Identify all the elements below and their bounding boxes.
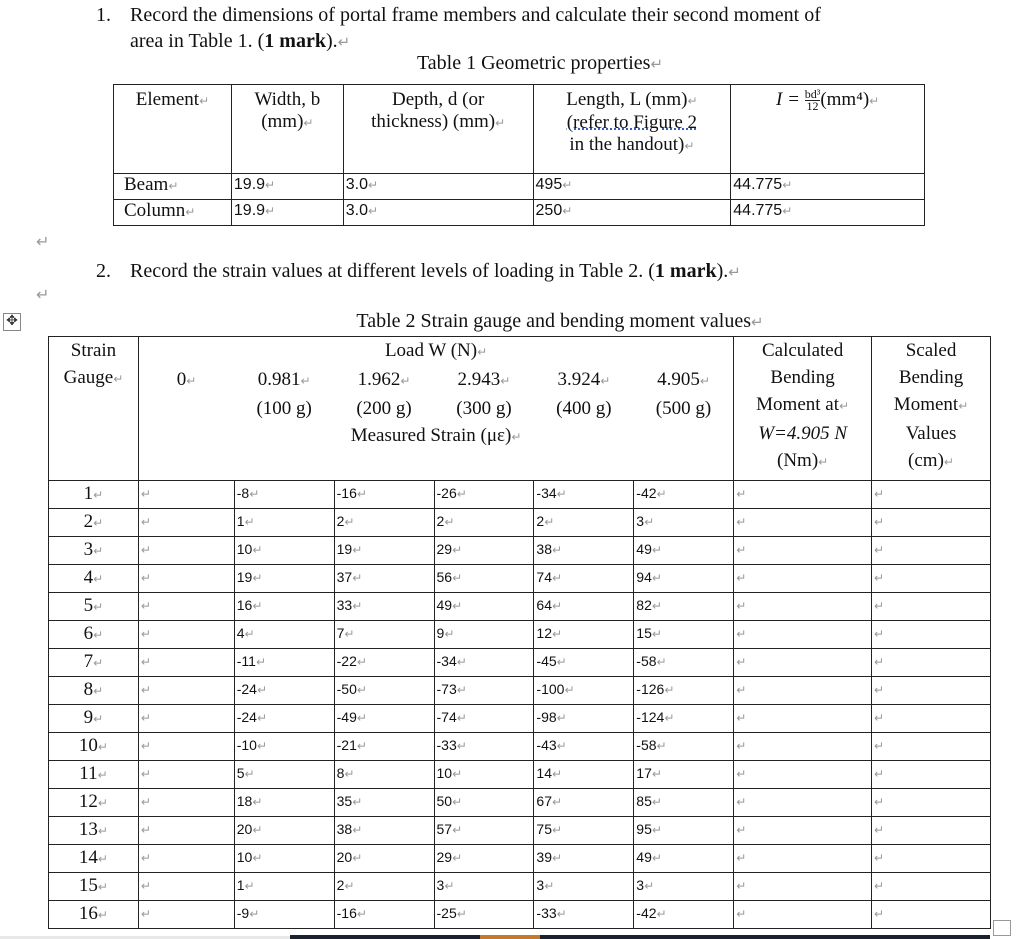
cell-strain: 20↵ bbox=[334, 845, 434, 873]
header-measured-strain: Measured Strain (με)↵ bbox=[138, 422, 733, 481]
cell-strain: 29↵ bbox=[434, 845, 534, 873]
header-width: Width, b (mm)↵ bbox=[231, 85, 343, 174]
cell-inertia: 44.775↵ bbox=[731, 200, 925, 226]
question-1-number: 1. bbox=[96, 4, 111, 26]
table-1-header-row bbox=[114, 85, 925, 174]
header-second-moment: I = $\frac{\text{bd³}}{12}$ (mm⁴)↵ bbox=[731, 85, 925, 174]
cell-scaled-moment[interactable]: ↵ bbox=[872, 873, 991, 901]
paragraph-mark-icon: ↵ bbox=[36, 285, 50, 304]
cell-strain: -98↵ bbox=[534, 705, 634, 733]
header-element: Element↵ bbox=[114, 85, 232, 174]
cell-strain: 10↵ bbox=[434, 761, 534, 789]
table-row bbox=[49, 901, 991, 929]
cell-gauge: 1↵ bbox=[49, 481, 139, 509]
cell-strain: 10↵ bbox=[234, 537, 334, 565]
cell-strain: 38↵ bbox=[534, 537, 634, 565]
cell-width: 19.9↵ bbox=[231, 200, 343, 226]
cell-strain: -58↵ bbox=[634, 733, 734, 761]
cell-strain: -42↵ bbox=[634, 481, 734, 509]
header-load-0: 0↵ bbox=[138, 366, 234, 422]
cell-strain: ↵ bbox=[138, 677, 234, 705]
question-2-number: 2. bbox=[96, 260, 111, 282]
table-row bbox=[49, 845, 991, 873]
taskbar-segment bbox=[540, 935, 990, 939]
cell-strain: ↵ bbox=[138, 705, 234, 733]
cell-strain: -16↵ bbox=[334, 481, 434, 509]
cell-scaled-moment[interactable]: ↵ bbox=[872, 705, 991, 733]
cell-strain: 39↵ bbox=[534, 845, 634, 873]
cell-scaled-moment[interactable]: ↵ bbox=[872, 481, 991, 509]
cell-calculated-moment[interactable]: ↵ bbox=[734, 537, 872, 565]
table-2-header-row-1 bbox=[49, 337, 991, 367]
cell-strain: -126↵ bbox=[634, 677, 734, 705]
cell-calculated-moment[interactable]: ↵ bbox=[734, 901, 872, 929]
cell-depth: 3.0↵ bbox=[343, 174, 533, 200]
paragraph-mark-icon: ↵ bbox=[36, 232, 50, 251]
cell-strain: ↵ bbox=[138, 509, 234, 537]
cell-strain: 67↵ bbox=[534, 789, 634, 817]
cell-strain: -10↵ bbox=[234, 733, 334, 761]
cell-strain: 56↵ bbox=[434, 565, 534, 593]
cell-strain: ↵ bbox=[138, 761, 234, 789]
cell-calculated-moment[interactable]: ↵ bbox=[734, 733, 872, 761]
cell-calculated-moment[interactable]: ↵ bbox=[734, 817, 872, 845]
cell-strain: ↵ bbox=[138, 901, 234, 929]
cell-strain: 19↵ bbox=[334, 537, 434, 565]
cell-strain: 18↵ bbox=[234, 789, 334, 817]
cell-strain: -34↵ bbox=[434, 649, 534, 677]
question-2: 2. Record the strain values at different levels of loading in Table 2. (1 mark).↵ bbox=[96, 260, 741, 282]
cell-width: 19.9↵ bbox=[231, 174, 343, 200]
cell-strain: 12↵ bbox=[534, 621, 634, 649]
cell-strain: 85↵ bbox=[634, 789, 734, 817]
cell-strain: ↵ bbox=[138, 733, 234, 761]
table-row bbox=[49, 481, 991, 509]
cell-strain: 57↵ bbox=[434, 817, 534, 845]
cell-strain: 15↵ bbox=[634, 621, 734, 649]
cell-calculated-moment[interactable]: ↵ bbox=[734, 565, 872, 593]
cell-strain: -49↵ bbox=[334, 705, 434, 733]
cell-strain: ↵ bbox=[138, 481, 234, 509]
table-2-caption: Table 2 Strain gauge and bending moment values↵ bbox=[356, 310, 764, 332]
table-1-row-column bbox=[114, 200, 925, 226]
cell-calculated-moment[interactable]: ↵ bbox=[734, 649, 872, 677]
cell-scaled-moment[interactable]: ↵ bbox=[872, 565, 991, 593]
cell-strain: -24↵ bbox=[234, 677, 334, 705]
cell-strain: 19↵ bbox=[234, 565, 334, 593]
table-2-strain-gauge bbox=[48, 336, 991, 929]
table-1-row-beam bbox=[114, 174, 925, 200]
cell-strain: -42↵ bbox=[634, 901, 734, 929]
cell-strain: -43↵ bbox=[534, 733, 634, 761]
cell-scaled-moment[interactable]: ↵ bbox=[872, 677, 991, 705]
cell-strain: 9↵ bbox=[434, 621, 534, 649]
question-1-text-end: ). bbox=[325, 30, 338, 52]
cell-strain: 2↵ bbox=[434, 509, 534, 537]
cell-strain: 95↵ bbox=[634, 817, 734, 845]
cell-inertia: 44.775↵ bbox=[731, 174, 925, 200]
cell-strain: ↵ bbox=[138, 565, 234, 593]
cell-strain: 3↵ bbox=[634, 509, 734, 537]
cell-strain: 37↵ bbox=[334, 565, 434, 593]
table-row bbox=[49, 873, 991, 901]
cell-strain: 2↵ bbox=[334, 873, 434, 901]
cell-strain: ↵ bbox=[138, 789, 234, 817]
cell-gauge: 7↵ bbox=[49, 649, 139, 677]
cell-scaled-moment[interactable]: ↵ bbox=[872, 817, 991, 845]
cell-strain: 2↵ bbox=[534, 509, 634, 537]
cell-gauge: 4↵ bbox=[49, 565, 139, 593]
cell-strain: 14↵ bbox=[534, 761, 634, 789]
cell-calculated-moment[interactable]: ↵ bbox=[734, 789, 872, 817]
cell-strain: 29↵ bbox=[434, 537, 534, 565]
cell-scaled-moment[interactable]: ↵ bbox=[872, 789, 991, 817]
cell-calculated-moment[interactable]: ↵ bbox=[734, 677, 872, 705]
cell-strain: 49↵ bbox=[634, 845, 734, 873]
table-row bbox=[49, 677, 991, 705]
cell-strain: -74↵ bbox=[434, 705, 534, 733]
table-row bbox=[49, 761, 991, 789]
cell-strain: -33↵ bbox=[434, 733, 534, 761]
cell-calculated-moment[interactable]: ↵ bbox=[734, 845, 872, 873]
cell-scaled-moment[interactable]: ↵ bbox=[872, 593, 991, 621]
cell-gauge: 9↵ bbox=[49, 705, 139, 733]
cell-strain: 5↵ bbox=[234, 761, 334, 789]
cell-strain: -24↵ bbox=[234, 705, 334, 733]
cell-strain: -25↵ bbox=[434, 901, 534, 929]
header-calculated-bending-moment: Calculated Bending Moment at↵ W=4.905 N (Nm)↵ bbox=[734, 337, 872, 481]
cell-strain: 3↵ bbox=[534, 873, 634, 901]
cell-strain: ↵ bbox=[138, 845, 234, 873]
table-row bbox=[49, 593, 991, 621]
header-load-3: 2.943↵ (300 g) bbox=[456, 369, 512, 419]
question-1 bbox=[96, 2, 996, 55]
cell-scaled-moment[interactable]: ↵ bbox=[872, 537, 991, 565]
table-row bbox=[49, 705, 991, 733]
cell-strain: -34↵ bbox=[534, 481, 634, 509]
cell-scaled-moment[interactable]: ↵ bbox=[872, 621, 991, 649]
header-load-2: 1.962↵ (200 g) bbox=[356, 369, 412, 419]
cell-element: Column↵ bbox=[114, 200, 232, 226]
cell-gauge: 15↵ bbox=[49, 873, 139, 901]
cell-strain: 1↵ bbox=[234, 873, 334, 901]
cell-strain: 94↵ bbox=[634, 565, 734, 593]
cell-strain: -11↵ bbox=[234, 649, 334, 677]
cell-strain: ↵ bbox=[138, 537, 234, 565]
cell-strain: 3↵ bbox=[634, 873, 734, 901]
cell-strain: -45↵ bbox=[534, 649, 634, 677]
cell-gauge: 2↵ bbox=[49, 509, 139, 537]
cell-gauge: 14↵ bbox=[49, 845, 139, 873]
cell-gauge: 11↵ bbox=[49, 761, 139, 789]
header-load-4: 3.924↵ (400 g) bbox=[556, 369, 612, 419]
cell-strain: 35↵ bbox=[334, 789, 434, 817]
cell-strain: ↵ bbox=[138, 817, 234, 845]
cell-scaled-moment[interactable]: ↵ bbox=[872, 901, 991, 929]
header-scaled-bending-moment: Scaled Bending Moment↵ Values (cm)↵ bbox=[872, 337, 991, 481]
cell-strain: ↵ bbox=[138, 873, 234, 901]
cell-scaled-moment[interactable]: ↵ bbox=[872, 649, 991, 677]
question-2-mark: 1 mark bbox=[654, 260, 717, 282]
taskbar-accent bbox=[480, 935, 540, 939]
cell-strain: 49↵ bbox=[434, 593, 534, 621]
cell-strain: 1↵ bbox=[234, 509, 334, 537]
cell-strain: -21↵ bbox=[334, 733, 434, 761]
cell-strain: -26↵ bbox=[434, 481, 534, 509]
cell-calculated-moment[interactable]: ↵ bbox=[734, 593, 872, 621]
header-strain-gauge: Strain Gauge↵ bbox=[49, 337, 139, 481]
cell-strain: 33↵ bbox=[334, 593, 434, 621]
cell-strain: 8↵ bbox=[334, 761, 434, 789]
cell-calculated-moment[interactable]: ↵ bbox=[734, 705, 872, 733]
question-2-text: Record the strain values at different levels of loading in Table 2. ( bbox=[130, 260, 655, 282]
cell-strain: ↵ bbox=[138, 593, 234, 621]
cell-strain: 20↵ bbox=[234, 817, 334, 845]
question-1-text-line1: Record the dimensions of portal frame members and calculate their second moment of bbox=[130, 4, 821, 26]
cell-strain: -100↵ bbox=[534, 677, 634, 705]
cell-strain: 7↵ bbox=[334, 621, 434, 649]
cell-depth: 3.0↵ bbox=[343, 200, 533, 226]
cell-calculated-moment[interactable]: ↵ bbox=[734, 873, 872, 901]
table-row bbox=[49, 621, 991, 649]
cell-gauge: 10↵ bbox=[49, 733, 139, 761]
table-row bbox=[49, 733, 991, 761]
question-1-text-line2: area in Table 1. ( bbox=[130, 30, 265, 52]
table-row bbox=[49, 817, 991, 845]
table-1-geometric-properties bbox=[113, 84, 925, 226]
cell-strain: 17↵ bbox=[634, 761, 734, 789]
cell-scaled-moment[interactable]: ↵ bbox=[872, 761, 991, 789]
cell-calculated-moment[interactable]: ↵ bbox=[734, 509, 872, 537]
taskbar-segment bbox=[290, 935, 480, 939]
cell-strain: -58↵ bbox=[634, 649, 734, 677]
cell-strain: 64↵ bbox=[534, 593, 634, 621]
cell-strain: 3↵ bbox=[434, 873, 534, 901]
table-2-body bbox=[49, 481, 991, 929]
cell-gauge: 3↵ bbox=[49, 537, 139, 565]
cell-strain: -9↵ bbox=[234, 901, 334, 929]
table-move-handle-icon[interactable]: ✥ bbox=[3, 313, 21, 331]
cell-strain: -8↵ bbox=[234, 481, 334, 509]
cell-length: 250↵ bbox=[533, 200, 731, 226]
cell-strain: ↵ bbox=[138, 621, 234, 649]
cell-gauge: 16↵ bbox=[49, 901, 139, 929]
cell-length: 495↵ bbox=[533, 174, 731, 200]
cell-scaled-moment[interactable]: ↵ bbox=[872, 845, 991, 873]
cell-gauge: 5↵ bbox=[49, 593, 139, 621]
cell-gauge: 12↵ bbox=[49, 789, 139, 817]
cell-strain: 49↵ bbox=[634, 537, 734, 565]
cell-gauge: 6↵ bbox=[49, 621, 139, 649]
cell-strain: -16↵ bbox=[334, 901, 434, 929]
cell-strain: ↵ bbox=[138, 649, 234, 677]
cell-strain: 16↵ bbox=[234, 593, 334, 621]
table-row bbox=[49, 649, 991, 677]
header-load-5: 4.905↵ (500 g) bbox=[634, 366, 734, 422]
paragraph-mark-icon: ↵ bbox=[337, 33, 351, 51]
cell-strain: 10↵ bbox=[234, 845, 334, 873]
cell-strain: 75↵ bbox=[534, 817, 634, 845]
table-row bbox=[49, 509, 991, 537]
cell-strain: 38↵ bbox=[334, 817, 434, 845]
table-1-caption: Table 1 Geometric properties↵ bbox=[416, 52, 664, 74]
cell-strain: 2↵ bbox=[334, 509, 434, 537]
cell-calculated-moment[interactable]: ↵ bbox=[734, 621, 872, 649]
cell-scaled-moment[interactable]: ↵ bbox=[872, 733, 991, 761]
table-resize-handle-icon[interactable] bbox=[993, 920, 1011, 936]
cell-strain: -33↵ bbox=[534, 901, 634, 929]
cell-strain: -22↵ bbox=[334, 649, 434, 677]
cell-strain: 50↵ bbox=[434, 789, 534, 817]
cell-gauge: 13↵ bbox=[49, 817, 139, 845]
cell-calculated-moment[interactable]: ↵ bbox=[734, 481, 872, 509]
table-row bbox=[49, 537, 991, 565]
cell-gauge: 8↵ bbox=[49, 677, 139, 705]
cell-strain: 82↵ bbox=[634, 593, 734, 621]
header-load: Load W (N)↵ bbox=[138, 337, 733, 367]
cell-strain: 74↵ bbox=[534, 565, 634, 593]
cell-element: Beam↵ bbox=[114, 174, 232, 200]
header-length: Length, L (mm)↵ (refer to Figure 2 in the handout)↵ bbox=[533, 85, 731, 174]
cell-strain: 4↵ bbox=[234, 621, 334, 649]
header-load-1: 0.981↵ (100 g) bbox=[256, 369, 312, 419]
header-depth: Depth, d (or thickness) (mm)↵ bbox=[343, 85, 533, 174]
cell-strain: -50↵ bbox=[334, 677, 434, 705]
cell-strain: -124↵ bbox=[634, 705, 734, 733]
cell-strain: -73↵ bbox=[434, 677, 534, 705]
table-row bbox=[49, 789, 991, 817]
question-1-mark: 1 mark bbox=[264, 30, 326, 52]
cell-scaled-moment[interactable]: ↵ bbox=[872, 509, 991, 537]
cell-calculated-moment[interactable]: ↵ bbox=[734, 761, 872, 789]
table-row bbox=[49, 565, 991, 593]
paragraph-mark-icon: ↵ bbox=[728, 263, 741, 281]
